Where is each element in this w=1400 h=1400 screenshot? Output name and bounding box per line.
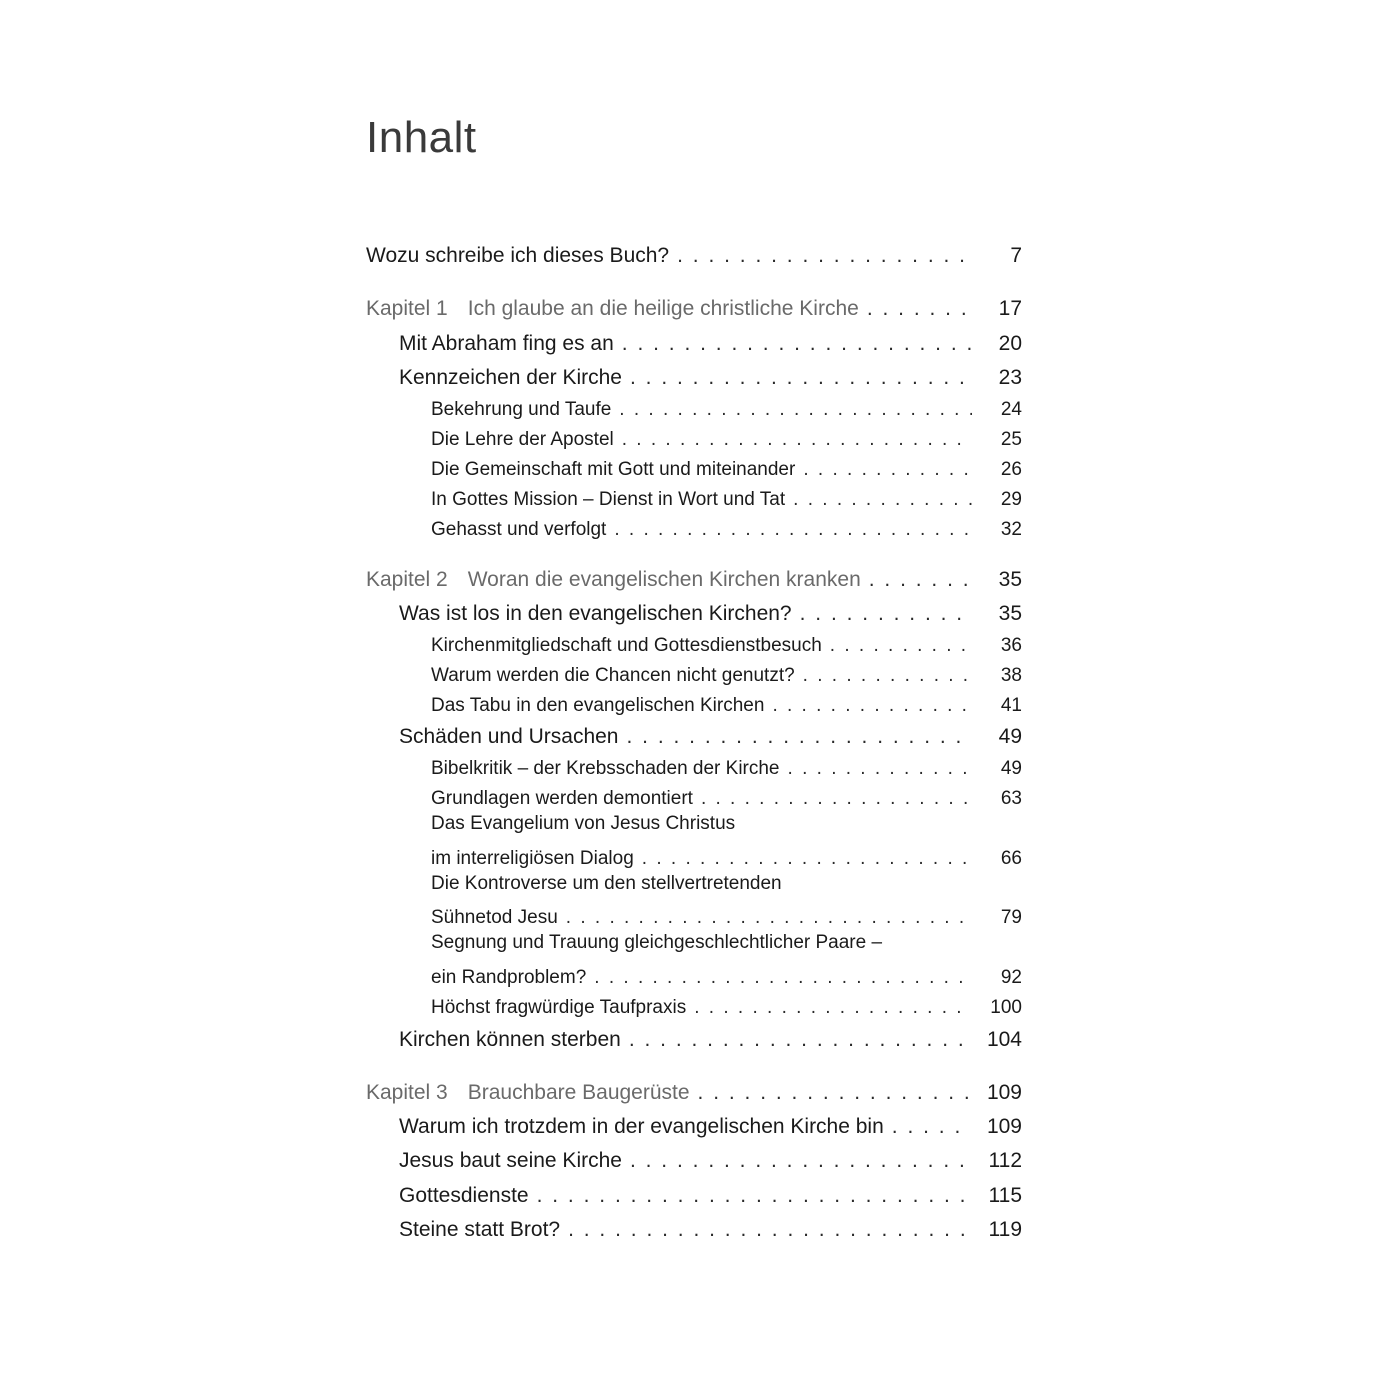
toc-page-number: 23 bbox=[998, 366, 1022, 389]
toc-page-number: 115 bbox=[988, 1184, 1022, 1207]
toc-subsection bbox=[431, 625, 1022, 657]
toc-page-number: 100 bbox=[990, 997, 1022, 1018]
toc-entry-label: Was ist los in den evangelischen Kirchen? bbox=[399, 602, 792, 625]
toc-subsection bbox=[431, 748, 1022, 780]
chapter-title: Brauchbare Baugerüste bbox=[467, 1081, 690, 1104]
toc-entry-label: Jesus baut seine Kirche bbox=[399, 1149, 622, 1172]
toc-chapter-3 bbox=[366, 1073, 1022, 1105]
toc-entry-label: Mit Abraham fing es an bbox=[399, 332, 614, 355]
dot-leader bbox=[594, 967, 972, 989]
toc-entry-label: In Gottes Mission – Dienst in Wort und Tat bbox=[431, 489, 786, 510]
toc-subsection bbox=[431, 509, 1022, 541]
toc-entry-label: Sühnetod Jesu bbox=[431, 907, 558, 928]
toc-page-number: 109 bbox=[986, 1115, 1022, 1138]
toc-subsection bbox=[431, 479, 1022, 511]
toc-subsection bbox=[431, 655, 1022, 687]
toc-entry-intro bbox=[366, 236, 1022, 268]
dot-leader bbox=[892, 1115, 972, 1139]
dot-leader bbox=[793, 489, 972, 511]
toc-section bbox=[399, 594, 1022, 626]
toc-page-number: 38 bbox=[1000, 665, 1022, 686]
toc-section bbox=[399, 1141, 1022, 1173]
toc-page-number: 35 bbox=[998, 568, 1022, 591]
toc-entry-label: Das Tabu in den evangelischen Kirchen bbox=[431, 695, 765, 716]
toc-subsection-line1: Die Kontroverse um den stellvertretenden bbox=[431, 873, 782, 894]
toc-section bbox=[399, 717, 1022, 749]
toc-subsection-line1: Das Evangelium von Jesus Christus bbox=[431, 813, 736, 834]
toc-subsection bbox=[431, 685, 1022, 717]
toc-section bbox=[399, 1020, 1022, 1052]
toc-section bbox=[399, 358, 1022, 390]
dot-leader bbox=[694, 997, 972, 1019]
toc-entry-label: Gottesdienste bbox=[399, 1184, 529, 1207]
toc-entry-label: Warum werden die Chancen nicht genutzt? bbox=[431, 665, 795, 686]
toc-page-number: 63 bbox=[1000, 788, 1022, 809]
toc-entry-label: Die Lehre der Apostel bbox=[431, 429, 614, 450]
dot-leader bbox=[614, 519, 972, 541]
toc-entry-label: Warum ich trotzdem in der evangelischen Kirche bin bbox=[399, 1115, 884, 1138]
dot-leader bbox=[568, 1218, 972, 1242]
toc-subsection bbox=[431, 987, 1022, 1019]
chapter-number: Kapitel 2 bbox=[366, 568, 448, 591]
toc-chapter-2 bbox=[366, 560, 1022, 592]
dot-leader bbox=[629, 1028, 972, 1052]
toc-entry-label: im interreligiösen Dialog bbox=[431, 848, 634, 869]
toc-chapter-1 bbox=[366, 289, 1022, 321]
toc-subsection bbox=[431, 778, 1022, 810]
dot-leader bbox=[627, 725, 973, 749]
chapter-title: Woran die evangelischen Kirchen kranken bbox=[467, 568, 861, 591]
dot-leader bbox=[772, 695, 972, 717]
dot-leader bbox=[566, 907, 972, 929]
dot-leader bbox=[642, 848, 972, 870]
toc-entry-label: Kirchen können sterben bbox=[399, 1028, 621, 1051]
toc-subsection bbox=[431, 897, 1022, 929]
toc-page-number: 66 bbox=[1000, 848, 1022, 869]
toc-page-number: 49 bbox=[998, 725, 1022, 748]
toc-entry-label: Gehasst und verfolgt bbox=[431, 519, 607, 540]
toc-page-number: 7 bbox=[1010, 244, 1022, 267]
toc-entry-label: Schäden und Ursachen bbox=[399, 725, 619, 748]
toc-page-number: 29 bbox=[1000, 489, 1022, 510]
toc-page-number: 109 bbox=[986, 1081, 1022, 1104]
dot-leader bbox=[701, 788, 972, 810]
toc-entry-label: Grundlagen werden demontiert bbox=[431, 788, 693, 809]
dot-leader bbox=[867, 297, 972, 321]
dot-leader bbox=[869, 568, 972, 592]
toc-page-number: 41 bbox=[1000, 695, 1022, 716]
toc-page-number: 112 bbox=[988, 1149, 1022, 1172]
toc-page-number: 24 bbox=[1000, 399, 1022, 420]
dot-leader bbox=[698, 1081, 972, 1105]
dot-leader bbox=[803, 459, 972, 481]
toc-entry-label: ein Randproblem? bbox=[431, 967, 587, 988]
toc-section bbox=[399, 1107, 1022, 1139]
toc-subsection bbox=[431, 957, 1022, 989]
chapter-number: Kapitel 3 bbox=[366, 1081, 448, 1104]
dot-leader bbox=[622, 429, 972, 451]
dot-leader bbox=[630, 1149, 972, 1173]
dot-leader bbox=[830, 635, 972, 657]
chapter-title: Ich glaube an die heilige christliche Kirche bbox=[467, 297, 859, 320]
toc-page-number: 32 bbox=[1000, 519, 1022, 540]
toc-page-number: 20 bbox=[998, 332, 1022, 355]
toc-entry-label: Kennzeichen der Kirche bbox=[399, 366, 622, 389]
toc-entry-label: Die Gemeinschaft mit Gott und miteinander bbox=[431, 459, 796, 480]
toc-page-number: 36 bbox=[1000, 635, 1022, 656]
toc-subsection bbox=[431, 449, 1022, 481]
toc-page-number: 119 bbox=[988, 1218, 1022, 1241]
toc-page-number: 92 bbox=[1000, 967, 1022, 988]
toc-page-number: 35 bbox=[998, 602, 1022, 625]
toc-page-number: 25 bbox=[1000, 429, 1022, 450]
toc-page-number: 79 bbox=[1000, 907, 1022, 928]
toc-entry-label: Bekehrung und Taufe bbox=[431, 399, 612, 420]
dot-leader bbox=[630, 366, 972, 390]
page-title: Inhalt bbox=[366, 113, 477, 162]
dot-leader bbox=[677, 244, 972, 268]
toc-page-number: 26 bbox=[1000, 459, 1022, 480]
toc-entry-label: Wozu schreibe ich dieses Buch? bbox=[366, 244, 670, 267]
chapter-number: Kapitel 1 bbox=[366, 297, 448, 320]
toc-entry-label: Steine statt Brot? bbox=[399, 1218, 561, 1241]
toc-subsection-line1: Segnung und Trauung gleichgeschlechtlicher Paare – bbox=[431, 932, 883, 953]
toc-subsection bbox=[431, 419, 1022, 451]
toc-section bbox=[399, 1176, 1022, 1208]
toc-entry-label: Höchst fragwürdige Taufpraxis bbox=[431, 997, 687, 1018]
toc-page-number: 104 bbox=[986, 1028, 1022, 1051]
toc-section bbox=[399, 1210, 1022, 1242]
toc-section bbox=[399, 324, 1022, 356]
toc-entry-label: Bibelkritik – der Krebsschaden der Kirche bbox=[431, 758, 780, 779]
dot-leader bbox=[619, 399, 972, 421]
dot-leader bbox=[803, 665, 972, 687]
toc-subsection bbox=[431, 838, 1022, 870]
dot-leader bbox=[537, 1184, 972, 1208]
dot-leader bbox=[800, 602, 972, 626]
toc-page-number: 49 bbox=[1000, 758, 1022, 779]
toc-page-number: 17 bbox=[998, 297, 1022, 320]
dot-leader bbox=[622, 332, 972, 356]
dot-leader bbox=[788, 758, 972, 780]
toc-subsection bbox=[431, 389, 1022, 421]
toc-entry-label: Kirchenmitgliedschaft und Gottesdienstbesuch bbox=[431, 635, 822, 656]
